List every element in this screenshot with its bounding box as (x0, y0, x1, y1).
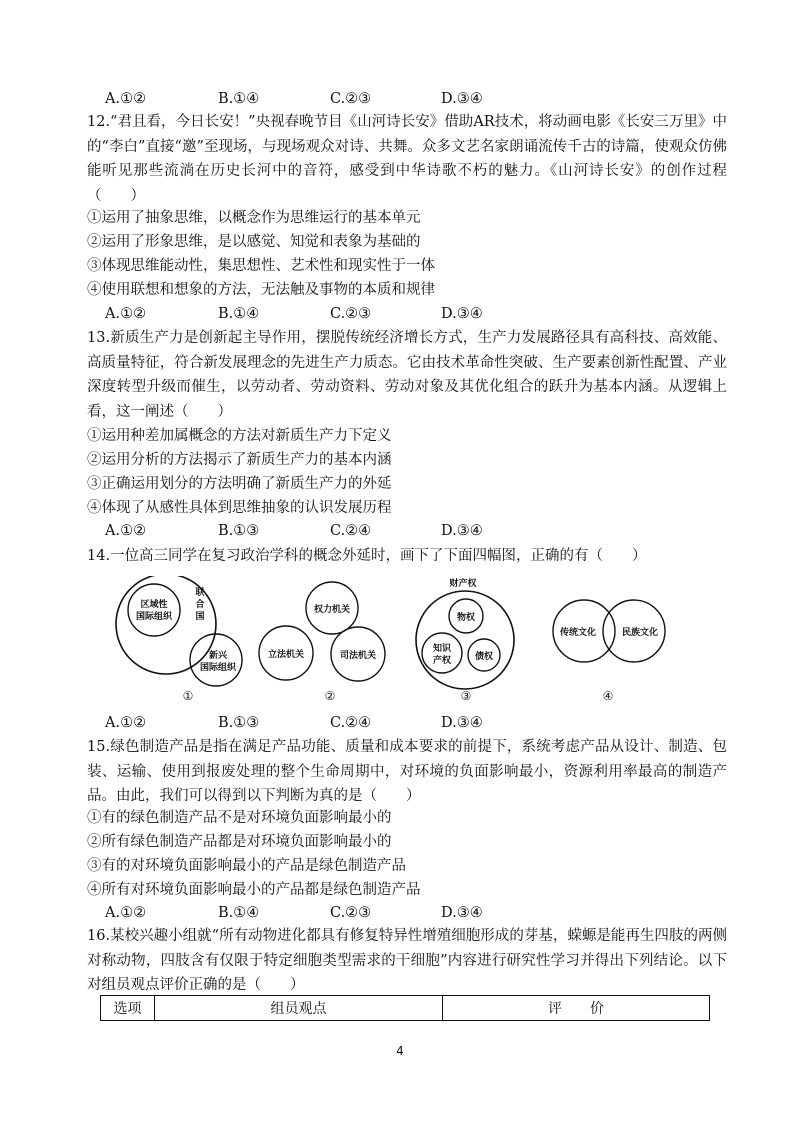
q13-statement-2: ②运用分析的方法揭示了新质生产力的基本内涵 (87, 452, 392, 468)
concept-diagrams (108, 576, 708, 708)
circle-regional-org-inner (128, 584, 180, 636)
option-a[interactable]: A.①② (105, 91, 147, 107)
header-option: 选项 (101, 996, 155, 1021)
header-view: 组员观点 (155, 996, 443, 1021)
option-a[interactable]: A.①② (105, 523, 147, 539)
option-d[interactable]: D.③④ (441, 523, 483, 539)
option-b[interactable]: B.①④ (218, 306, 260, 322)
diagram-1-label: ① (182, 689, 194, 703)
page-number: 4 (396, 1044, 404, 1058)
option-d[interactable]: D.③④ (441, 306, 483, 322)
option-d[interactable]: D.③④ (441, 905, 483, 921)
option-b[interactable]: B.①③ (218, 715, 260, 731)
label-un-1: 联 (195, 588, 205, 598)
diagram-2-label: ② (324, 689, 336, 703)
q13-statement-3: ③正确运用划分的方法明确了新质生产力的外延 (87, 476, 392, 492)
diagram-4 (553, 600, 665, 703)
q13-statement-4: ④体现了从感性具体到思维抽象的认识发展历程 (87, 500, 392, 516)
diagram-3-label: ③ (460, 689, 472, 703)
diagram-1 (116, 576, 242, 703)
label-national-culture: 民族文化 (621, 628, 659, 638)
question-14-text: 14.一位高三同学在复习政治学科的概念外延时，画下了下面四幅图，正确的有（ ） (87, 548, 647, 564)
option-d[interactable]: D.③④ (441, 91, 483, 107)
table-header-row (101, 996, 710, 1021)
label-traditional-culture: 传统文化 (559, 628, 597, 638)
label-ip-line1: 知识 (432, 644, 452, 654)
option-a[interactable]: A.①② (105, 905, 147, 921)
q15-statement-2: ②所有绿色制造产品都是对环境负面影响最小的 (87, 834, 392, 850)
option-a[interactable]: A.①② (105, 715, 147, 731)
diagram-4-label: ④ (602, 689, 614, 703)
option-d[interactable]: D.③④ (441, 715, 483, 731)
option-a[interactable]: A.①② (105, 306, 147, 322)
option-c[interactable]: C.②④ (330, 715, 372, 731)
label-regional-line2: 国际组织 (135, 612, 173, 622)
label-un-3: 国 (195, 612, 205, 622)
option-c[interactable]: C.②③ (330, 306, 372, 322)
q13-statement-1: ①运用种差加属概念的方法对新质生产力下定义 (87, 428, 392, 444)
label-judicial: 司法机关 (339, 651, 377, 661)
label-emerging-line1: 新兴 (208, 651, 228, 661)
label-ip-line2: 产权 (432, 656, 452, 666)
label-un-2: 合 (195, 600, 205, 610)
option-c[interactable]: C.②③ (330, 91, 372, 107)
option-c[interactable]: C.②③ (330, 905, 372, 921)
label-legislative: 立法机关 (267, 650, 305, 660)
q15-statement-3: ③有的对环境负面影响最小的产品是绿色制造产品 (87, 858, 406, 874)
header-evaluation: 评 价 (443, 996, 710, 1021)
option-b[interactable]: B.①④ (218, 91, 260, 107)
evaluation-table (100, 995, 710, 1021)
label-regional-line1: 区域性 (140, 600, 168, 610)
diagram-3 (416, 577, 514, 703)
option-c[interactable]: C.②④ (330, 523, 372, 539)
q12-statement-4: ④使用联想和想象的方法，无法触及事物的本质和规律 (87, 282, 435, 298)
concept-diagrams-svg (108, 576, 708, 708)
question-16-text: 16.某校兴趣小组就“所有动物进化都具有修复特异性增殖细胞形成的芽基，蝾螈是能再生四肢的两侧对称动物，四肢含有仅限于特定细胞类型需求的干细胞”内容进行研究性学习并得出下列结论。以下对组员观点评价正确的是（ ） (87, 928, 727, 994)
q12-statement-3: ③体现思维能动性，集思想性、艺术性和现实性于一体 (87, 258, 435, 274)
question-13-text: 13.新质生产力是创新起主导作用，摆脱传统经济增长方式，生产力发展路径具有高科技、高效能、高质量特征，符合新发展理念的先进生产力质态。它由技术革命性突破、生产要素创新性配置、产业深度转型升级而催生，以劳动者、劳动资料、劳动对象及其优化组合的跃升为基本内涵。从逻辑上看，这一阐述（ ） (87, 330, 727, 420)
label-creditor-right: 债权 (474, 652, 494, 662)
q15-statement-4: ④所有对环境负面影响最小的产品都是绿色制造产品 (87, 882, 421, 898)
label-property-right: 财产权 (449, 579, 477, 589)
q12-statement-2: ②运用了形象思维，是以感觉、知觉和表象为基础的 (87, 234, 421, 250)
option-b[interactable]: B.①④ (218, 905, 260, 921)
question-12-text: 12.“君且看，今日长安！”央视春晚节目《山河诗长安》借助AR技术，将动画电影《长安三万里》中的“李白”直接“邀”至现场，与现场观众对诗、共舞。众多文艺名家朗诵流传千古的诗篇，使观众仿佛能听见那些流淌在历史长河中的音符，感受到中华诗歌不朽的魅力。《山河诗长安》的创作过程（ ） (87, 114, 727, 204)
circle-property-right (416, 591, 514, 689)
q15-statement-1: ①有的绿色制造产品不是对环境负面影响最小的 (87, 810, 392, 826)
label-real-right: 物权 (456, 613, 476, 623)
option-b[interactable]: B.①③ (218, 523, 260, 539)
label-emerging-line2: 国际组织 (199, 663, 237, 673)
q12-statement-1: ①运用了抽象思维，以概念作为思维运行的基本单元 (87, 210, 421, 226)
question-15-text: 15.绿色制造产品是指在满足产品功能、质量和成本要求的前提下，系统考虑产品从设计、制造、包装、运输、使用到报废处理的整个生命周期中，对环境的负面影响最小，资源利用率最高的制造产品。由此，我们可以得到以下判断为真的是（ ） (87, 739, 727, 805)
label-power-organ: 权力机关 (313, 605, 351, 615)
diagram-2 (259, 582, 385, 703)
